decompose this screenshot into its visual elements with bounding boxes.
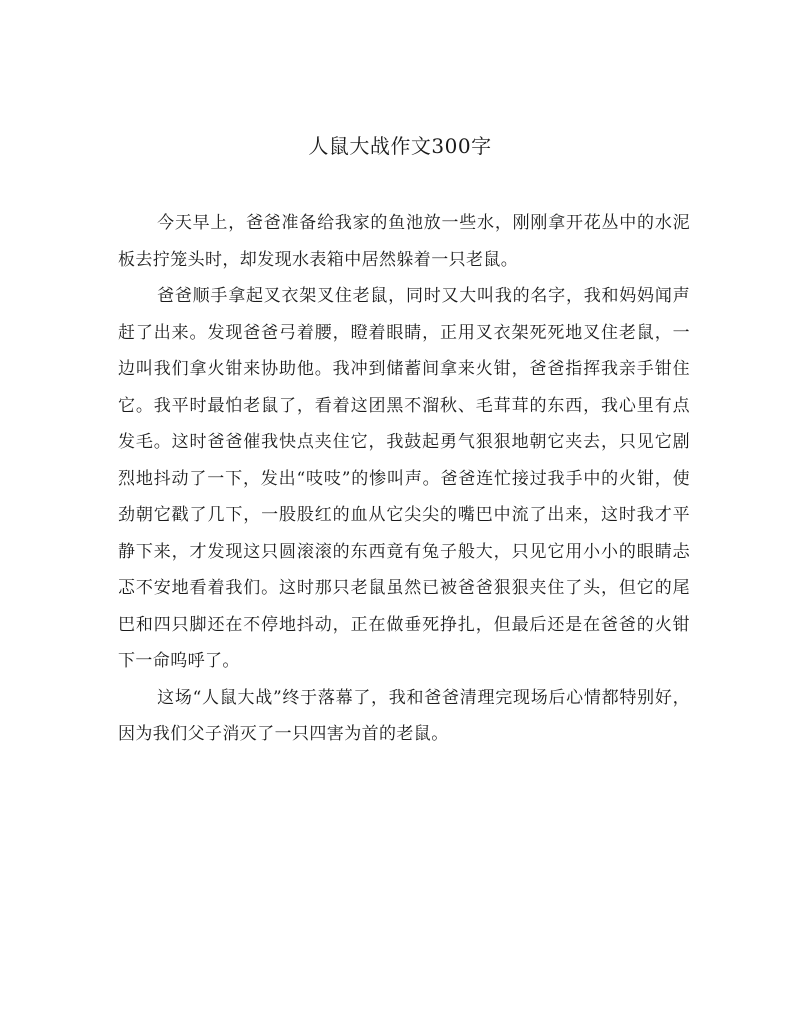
document-body [118,205,690,753]
document-title: 人鼠大战作文300字 [308,134,492,158]
paragraph-2: 爸爸顺手拿起叉衣架叉住老鼠，同时又大叫我的名字，我和妈妈闻声赶了出来。发现爸爸弓着腰，瞪着眼睛，正用叉衣架死死地叉住老鼠，一边叫我们拿火钳来协助他。我冲到储蓄间拿来火钳，爸爸指挥我亲手钳住它。我平时最怕老鼠了，看着这团黑不溜秋、毛茸茸的东西，我心里有点发毛。这时爸爸催我快点夹住它，我鼓起勇气狠狠地朝它夹去，只见它剧烈地抖动了一下，发出“吱吱”的惨叫声。爸爸连忙接过我手中的火钳，使劲朝它戳了几下，一股股红的血从它尖尖的嘴巴中流了出来，这时我才平静下来，才发现这只圆滚滚的东西竟有兔子般大，只见它用小小的眼睛忐忑不安地看着我们。这时那只老鼠虽然已被爸爸狠狠夹住了头，但它的尾巴和四只脚还在不停地抖动，正在做垂死挣扎，但最后还是在爸爸的火钳下一命呜呼了。 [118,286,690,671]
paragraph-1: 今天早上，爸爸准备给我家的鱼池放一些水，刚刚拿开花丛中的水泥板去拧笼头时，却发现水表箱中居然躲着一只老鼠。 [118,213,690,270]
paragraph-3: 这场“人鼠大战”终于落幕了，我和爸爸清理完现场后心情都特别好，因为我们父子消灭了一只四害为首的老鼠。 [118,687,690,744]
